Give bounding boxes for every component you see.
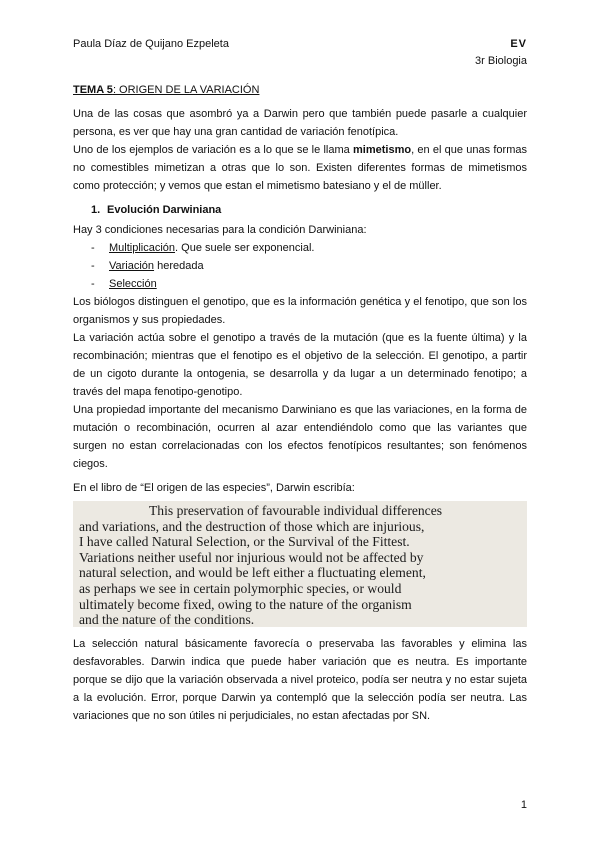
- paragraph-libro: En el libro de “El origen de las especies”, Darwin escribía:: [73, 482, 355, 494]
- intro-p2-after: , en el que unas formas no comestibles mimetizan a otras que lo son. Existen diferentes formas de mimetismos como protección; y vemos que estan el mimetismo batesiano y el de müller.: [73, 144, 527, 192]
- list-dash: -: [91, 260, 95, 272]
- header-author: Paula Díaz de Quijano Ezpeleta: [73, 38, 229, 50]
- document-body: [73, 81, 527, 725]
- title-text: : ORIGEN DE LA VARIACIÓN: [112, 84, 260, 96]
- list-item-term: Variación: [109, 260, 155, 272]
- paragraph-variacion: La variación actúa sobre el genotipo a través de la mutación (que es la fuente última) y la recombinación; mientras que el fenotipo es el objetivo de la selección. El genotipo, a partir de un cigoto durante la ontogenia, se desarrolla y da lugar a un determinado fenotipo; a través del mapa fenotipo-genotipo.: [73, 332, 527, 398]
- paragraph-genotipo: Los biólogos distinguen el genotipo, que es la información genética y el fenotipo, que son los organismos y sus propiedades.: [73, 296, 527, 326]
- intro-paragraph-1: Una de las cosas que asombró ya a Darwin pero que también puede pasarle a cualquier persona, es ver que hay una gran cantidad de variación fenotípica.: [73, 108, 527, 138]
- list-item-rest: . Que suele ser exponencial.: [175, 242, 315, 254]
- quote-line: as perhaps we see in certain polymorphic species, or would: [79, 580, 402, 596]
- quote-line: Variations neither useful nor injurious would not be affected by: [79, 549, 424, 565]
- list-item-term: Multiplicación: [109, 242, 176, 254]
- quote-line: natural selection, and would be left either a fluctuating element,: [79, 565, 426, 581]
- quote-line: and the nature of the conditions.: [79, 612, 255, 628]
- darwin-quote-image: [73, 501, 527, 627]
- paragraph-seleccion: La selección natural básicamente favorecía o preservaba las favorables y elimina las desfavorables. Darwin indica que puede haber variación que es neutra. Es importante porque se dijo que la variación observada a nivel proteico, podía ser neutra y no estar sujeta a la evolución. Error, porque Darwin ya contempló que la selección podía ser neutra. Las variaciones que no son útiles ni perjudiciales, no estan afectadas por SN.: [73, 638, 527, 722]
- header-course: 3r Biologia: [475, 55, 527, 67]
- list-item: [91, 275, 527, 293]
- list-item-term: Selección: [109, 278, 157, 290]
- header-right: [475, 36, 527, 70]
- list-dash: -: [91, 278, 95, 290]
- page-number: 1: [520, 799, 527, 811]
- section-number: 1.: [91, 204, 101, 216]
- header-code: EV: [510, 38, 527, 50]
- paragraph-propiedad: Una propiedad importante del mecanismo Darwiniano es que las variaciones, en la forma de mutación o recombinación, ocurren al azar entendiéndolo como que las variantes que surgen no estan correlacionadas con los efectos fenotípicos resultantes; son fenómenos ciegos.: [73, 404, 527, 470]
- list-item: [91, 257, 527, 275]
- quote-line: This preservation of favourable individual differences: [149, 503, 443, 518]
- quote-line: I have called Natural Selection, or the Survival of the Fittest.: [79, 534, 410, 550]
- conditions-list: [73, 239, 527, 293]
- quote-line: and variations, and the destruction of those which are injurious,: [79, 518, 425, 534]
- intro-p2-before: Uno de los ejemplos de variación es a lo que se le llama: [73, 144, 354, 156]
- intro-p2-bold: mimetismo: [353, 144, 412, 156]
- section-title: Evolución Darwiniana: [107, 204, 222, 216]
- quote-line: ultimately become fixed, owing to the nature of the organism: [79, 596, 412, 612]
- list-dash: -: [91, 242, 95, 254]
- section-heading: [91, 201, 527, 219]
- page-title: [73, 81, 527, 99]
- intro-paragraph-2: [73, 141, 527, 195]
- list-item-rest: heredada: [154, 260, 204, 272]
- list-item: [91, 239, 527, 257]
- title-label: TEMA 5: [73, 84, 113, 96]
- conditions-intro: Hay 3 condiciones necesarias para la condición Darwiniana:: [73, 224, 367, 236]
